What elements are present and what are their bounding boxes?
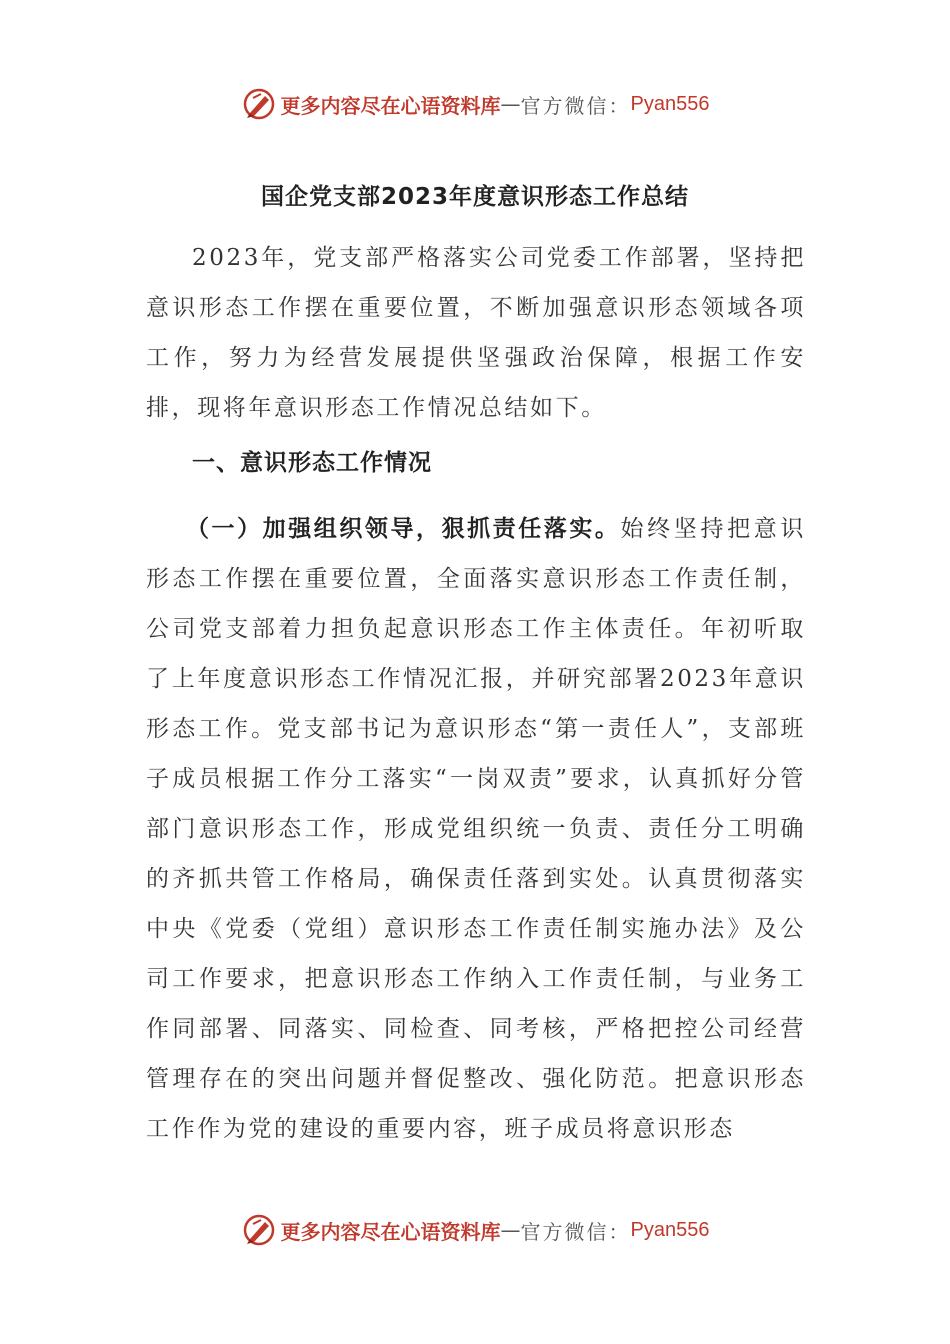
document-title: 国企党支部2023年度意识形态工作总结 [260, 184, 689, 210]
watermark-label: 官方微信： [520, 93, 631, 118]
subsection-body: 始终坚持把意识形态工作摆在重要位置，全面落实意识形态工作责任制，公司党支部着力担负起意识形态工作主体责任。年初听取了上年度意识形态工作情况汇报，并研究部署2023年意识形态工作。党支部书记为意识形态“第一责任人”，支部班子成员根据工作分工落实“一岗双责”要求，认真抓好分管部门意识形态工作，形成党组织统一负责、责任分工明确的齐抓共管工作格局，确保责任落到实处。认真贯彻落实中央《党委（党组）意识形态工作责任制实施办法》及公司工作要求，把意识形态工作纳入工作责任制，与业务工作同部署、同落实、同检查、同考核，严格把控公司经营管理存在的突出问题并督促整改、强化防范。把意识形态工作作为党的建设的重要内容，班子成员将意识形态 [146, 516, 807, 1142]
watermark-banner-bottom [0, 1210, 950, 1250]
pen-nib-logo-icon [241, 1212, 277, 1248]
watermark-text: 更多内容尽在心语资料库 [280, 1219, 501, 1244]
intro-paragraph: 2023年，党支部严格落实公司党委工作部署，坚持把意识形态工作摆在重要位置，不断加强意识形态领域各项工作，努力为经营发展提供坚强政治保障，根据工作安排，现将年意识形态工作情况总结如下。 [146, 245, 806, 421]
watermark-dash: — [500, 1218, 521, 1242]
watermark-label: 官方微信： [520, 1219, 631, 1244]
watermark-wechat-id: Pyan556 [630, 1218, 710, 1241]
watermark-wechat-id: Pyan556 [630, 92, 710, 115]
pen-nib-logo-icon [241, 86, 277, 122]
section-heading: 一、意识形态工作情况 [192, 450, 432, 476]
watermark-banner-top [0, 84, 950, 124]
watermark-text: 更多内容尽在心语资料库 [280, 93, 501, 118]
subsection-paragraph [146, 504, 806, 1154]
subsection-lead: （一）加强组织领导，狠抓责任落实。 [186, 516, 621, 542]
watermark-dash: — [500, 92, 521, 116]
